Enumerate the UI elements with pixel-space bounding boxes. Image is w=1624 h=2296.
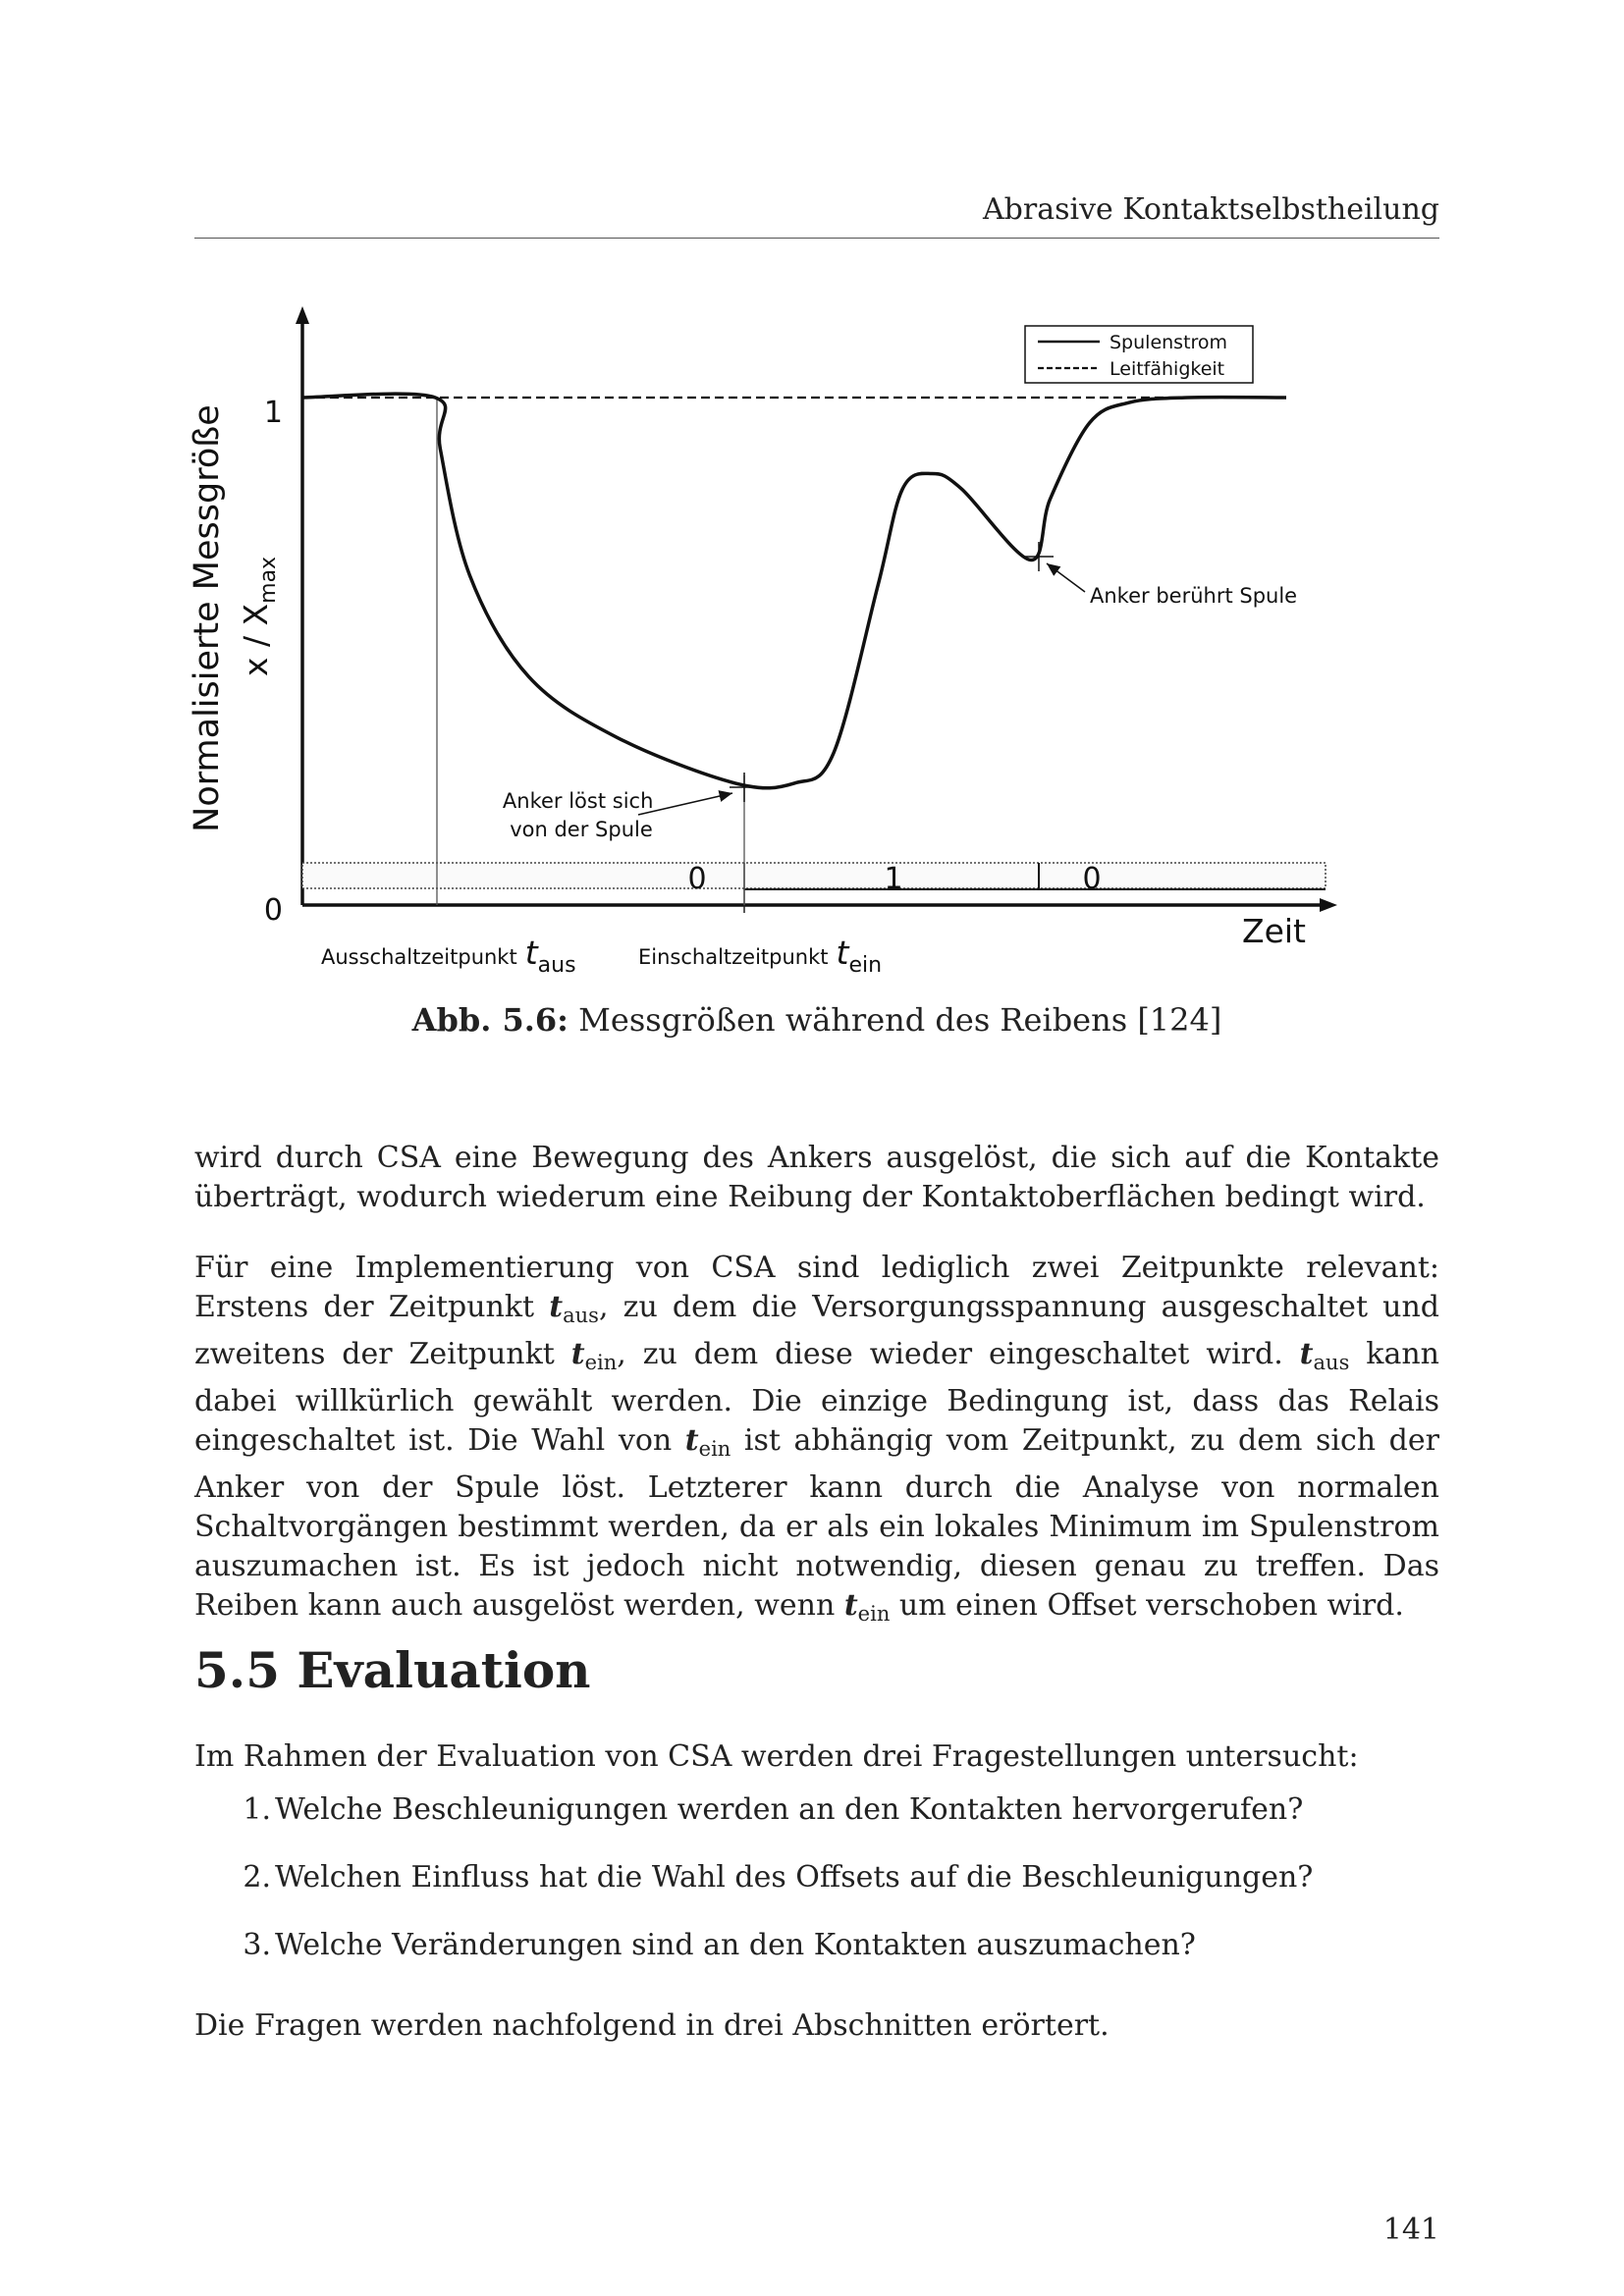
- legend: [1025, 326, 1253, 383]
- list-item: [194, 1792, 1439, 1860]
- p2-text-3: , zu dem diese wieder eingeschaltet wird.: [617, 1337, 1300, 1371]
- y-axis-label: Normalisierte Messgröße: [188, 404, 227, 832]
- page-number: 141: [1382, 2213, 1439, 2247]
- paragraph-2: [194, 1249, 1439, 1633]
- p2-t-ein-sub-3: ein: [857, 1602, 891, 1626]
- paragraph-1: wird durch CSA eine Bewegung des Ankers ausgelöst, die sich auf die Kontakte überträgt, wodurch wiederum eine Reibung der Kontaktoberflächen bedingt wird.: [194, 1141, 1439, 1214]
- question-text: Welche Beschleunigungen werden an den Kontakten hervorgerufen?: [275, 1792, 1304, 1827]
- p2-t-ein-symbol-2: t: [684, 1423, 699, 1458]
- t-on-symbol: t: [836, 934, 849, 972]
- closing-paragraph: Die Fragen werden nachfolgend in drei Abschnitten erörtert.: [194, 2008, 1110, 2043]
- x-axis-label: Zeit: [1241, 912, 1306, 950]
- p2-t-ein-sub-2: ein: [698, 1437, 731, 1461]
- state-label-0-left: 0: [687, 862, 707, 896]
- question-number: 3.: [243, 1928, 271, 1962]
- question-number: 2.: [243, 1860, 271, 1895]
- annotation-touch: Anker berührt Spule: [1090, 584, 1298, 608]
- annotation-release-line2: von der Spule: [510, 818, 653, 841]
- section-heading: [194, 1641, 591, 1699]
- p2-t-aus-symbol: t: [549, 1290, 564, 1324]
- running-header: [194, 192, 1439, 239]
- running-title: Abrasive Kontaktselbstheilung: [983, 192, 1439, 227]
- annotation-touch-arrow: [1047, 563, 1085, 592]
- y-axis-arrow: [296, 306, 309, 324]
- p2-text-5: ist abhängig vom Zeitpunkt, zu dem sich der Anker von der Spule löst. Letzterer kann durch die Analyse von normalen Schaltvorgängen bestimmt werden, da er als ein lokales Minimum im Spulenstrom auszumachen ist. Es ist jedoch nicht notwendig, diesen genau zu treffen. Das Reiben kann auch ausgelöst werden, wenn: [194, 1423, 1439, 1623]
- annotation-release-line1: Anker löst sich: [502, 789, 654, 813]
- p2-text-1: Für eine Implementierung von CSA sind lediglich zwei Zeitpunkte relevant: Erstens der Zeitpunkt: [194, 1251, 1439, 1324]
- caption-text: Messgrößen während des Reibens [124]: [578, 1001, 1222, 1039]
- question-text: Welche Veränderungen sind an den Kontakten auszumachen?: [275, 1928, 1196, 1962]
- y-tick-1: 1: [263, 396, 283, 430]
- x-axis-arrow: [1320, 898, 1337, 912]
- legend-dashed-label: Leitfähigkeit: [1110, 358, 1225, 380]
- annotation-release: [503, 789, 660, 841]
- p2-t-ein-symbol-3: t: [843, 1588, 858, 1623]
- p2-text-6: um einen Offset verschoben wird.: [890, 1588, 1404, 1623]
- t-off-label: [321, 934, 576, 978]
- t-on-sub: ein: [848, 953, 883, 978]
- t-off-symbol: t: [524, 934, 538, 972]
- section-number: 5.5: [194, 1641, 280, 1699]
- marker-release: [730, 773, 759, 802]
- p2-text-2: , zu dem die Versorgungsspannung ausgeschaltet und zweitens der Zeitpunkt: [194, 1290, 1439, 1371]
- figure-chart: [187, 294, 1345, 991]
- section-title: Evaluation: [297, 1641, 591, 1699]
- caption-label: Abb. 5.6:: [411, 1001, 568, 1039]
- list-item: [194, 1860, 1439, 1928]
- y-axis-sublabel-main: x / X: [237, 603, 275, 677]
- t-on-text: Einschaltzeitpunkt: [638, 945, 829, 969]
- state-label-1: 1: [884, 862, 903, 896]
- question-number: 1.: [243, 1792, 271, 1827]
- intro-paragraph: Im Rahmen der Evaluation von CSA werden drei Fragestellungen untersucht:: [194, 1739, 1359, 1774]
- question-text: Welchen Einfluss hat die Wahl des Offsets auf die Beschleunigungen?: [275, 1860, 1314, 1895]
- figure-caption: [194, 1001, 1439, 1039]
- question-list: [194, 1792, 1439, 1996]
- t-off-text: Ausschaltzeitpunkt: [321, 945, 517, 969]
- p2-t-ein-symbol-1: t: [570, 1337, 585, 1371]
- p2-t-ein-sub-1: ein: [584, 1351, 618, 1374]
- t-off-sub: aus: [537, 953, 576, 978]
- t-on-label: [638, 934, 882, 978]
- y-axis-sublabel-sub: max: [256, 556, 281, 604]
- list-item: [194, 1928, 1439, 1996]
- p2-text-4: kann dabei willkürlich gewählt werden. Die einzige Bedingung ist, dass das Relais eingeschaltet ist. Die Wahl von: [194, 1337, 1439, 1458]
- p2-t-aus-symbol-2: t: [1299, 1337, 1314, 1371]
- legend-solid-label: Spulenstrom: [1110, 332, 1228, 353]
- state-label-0-right: 0: [1082, 862, 1102, 896]
- p2-t-aus-sub-2: aus: [1313, 1351, 1350, 1374]
- marker-touch: [1024, 542, 1054, 571]
- state-band: [302, 863, 1326, 888]
- p2-t-aus-sub: aus: [563, 1304, 599, 1327]
- y-tick-0: 0: [263, 893, 283, 928]
- y-axis-sublabel: [237, 557, 281, 676]
